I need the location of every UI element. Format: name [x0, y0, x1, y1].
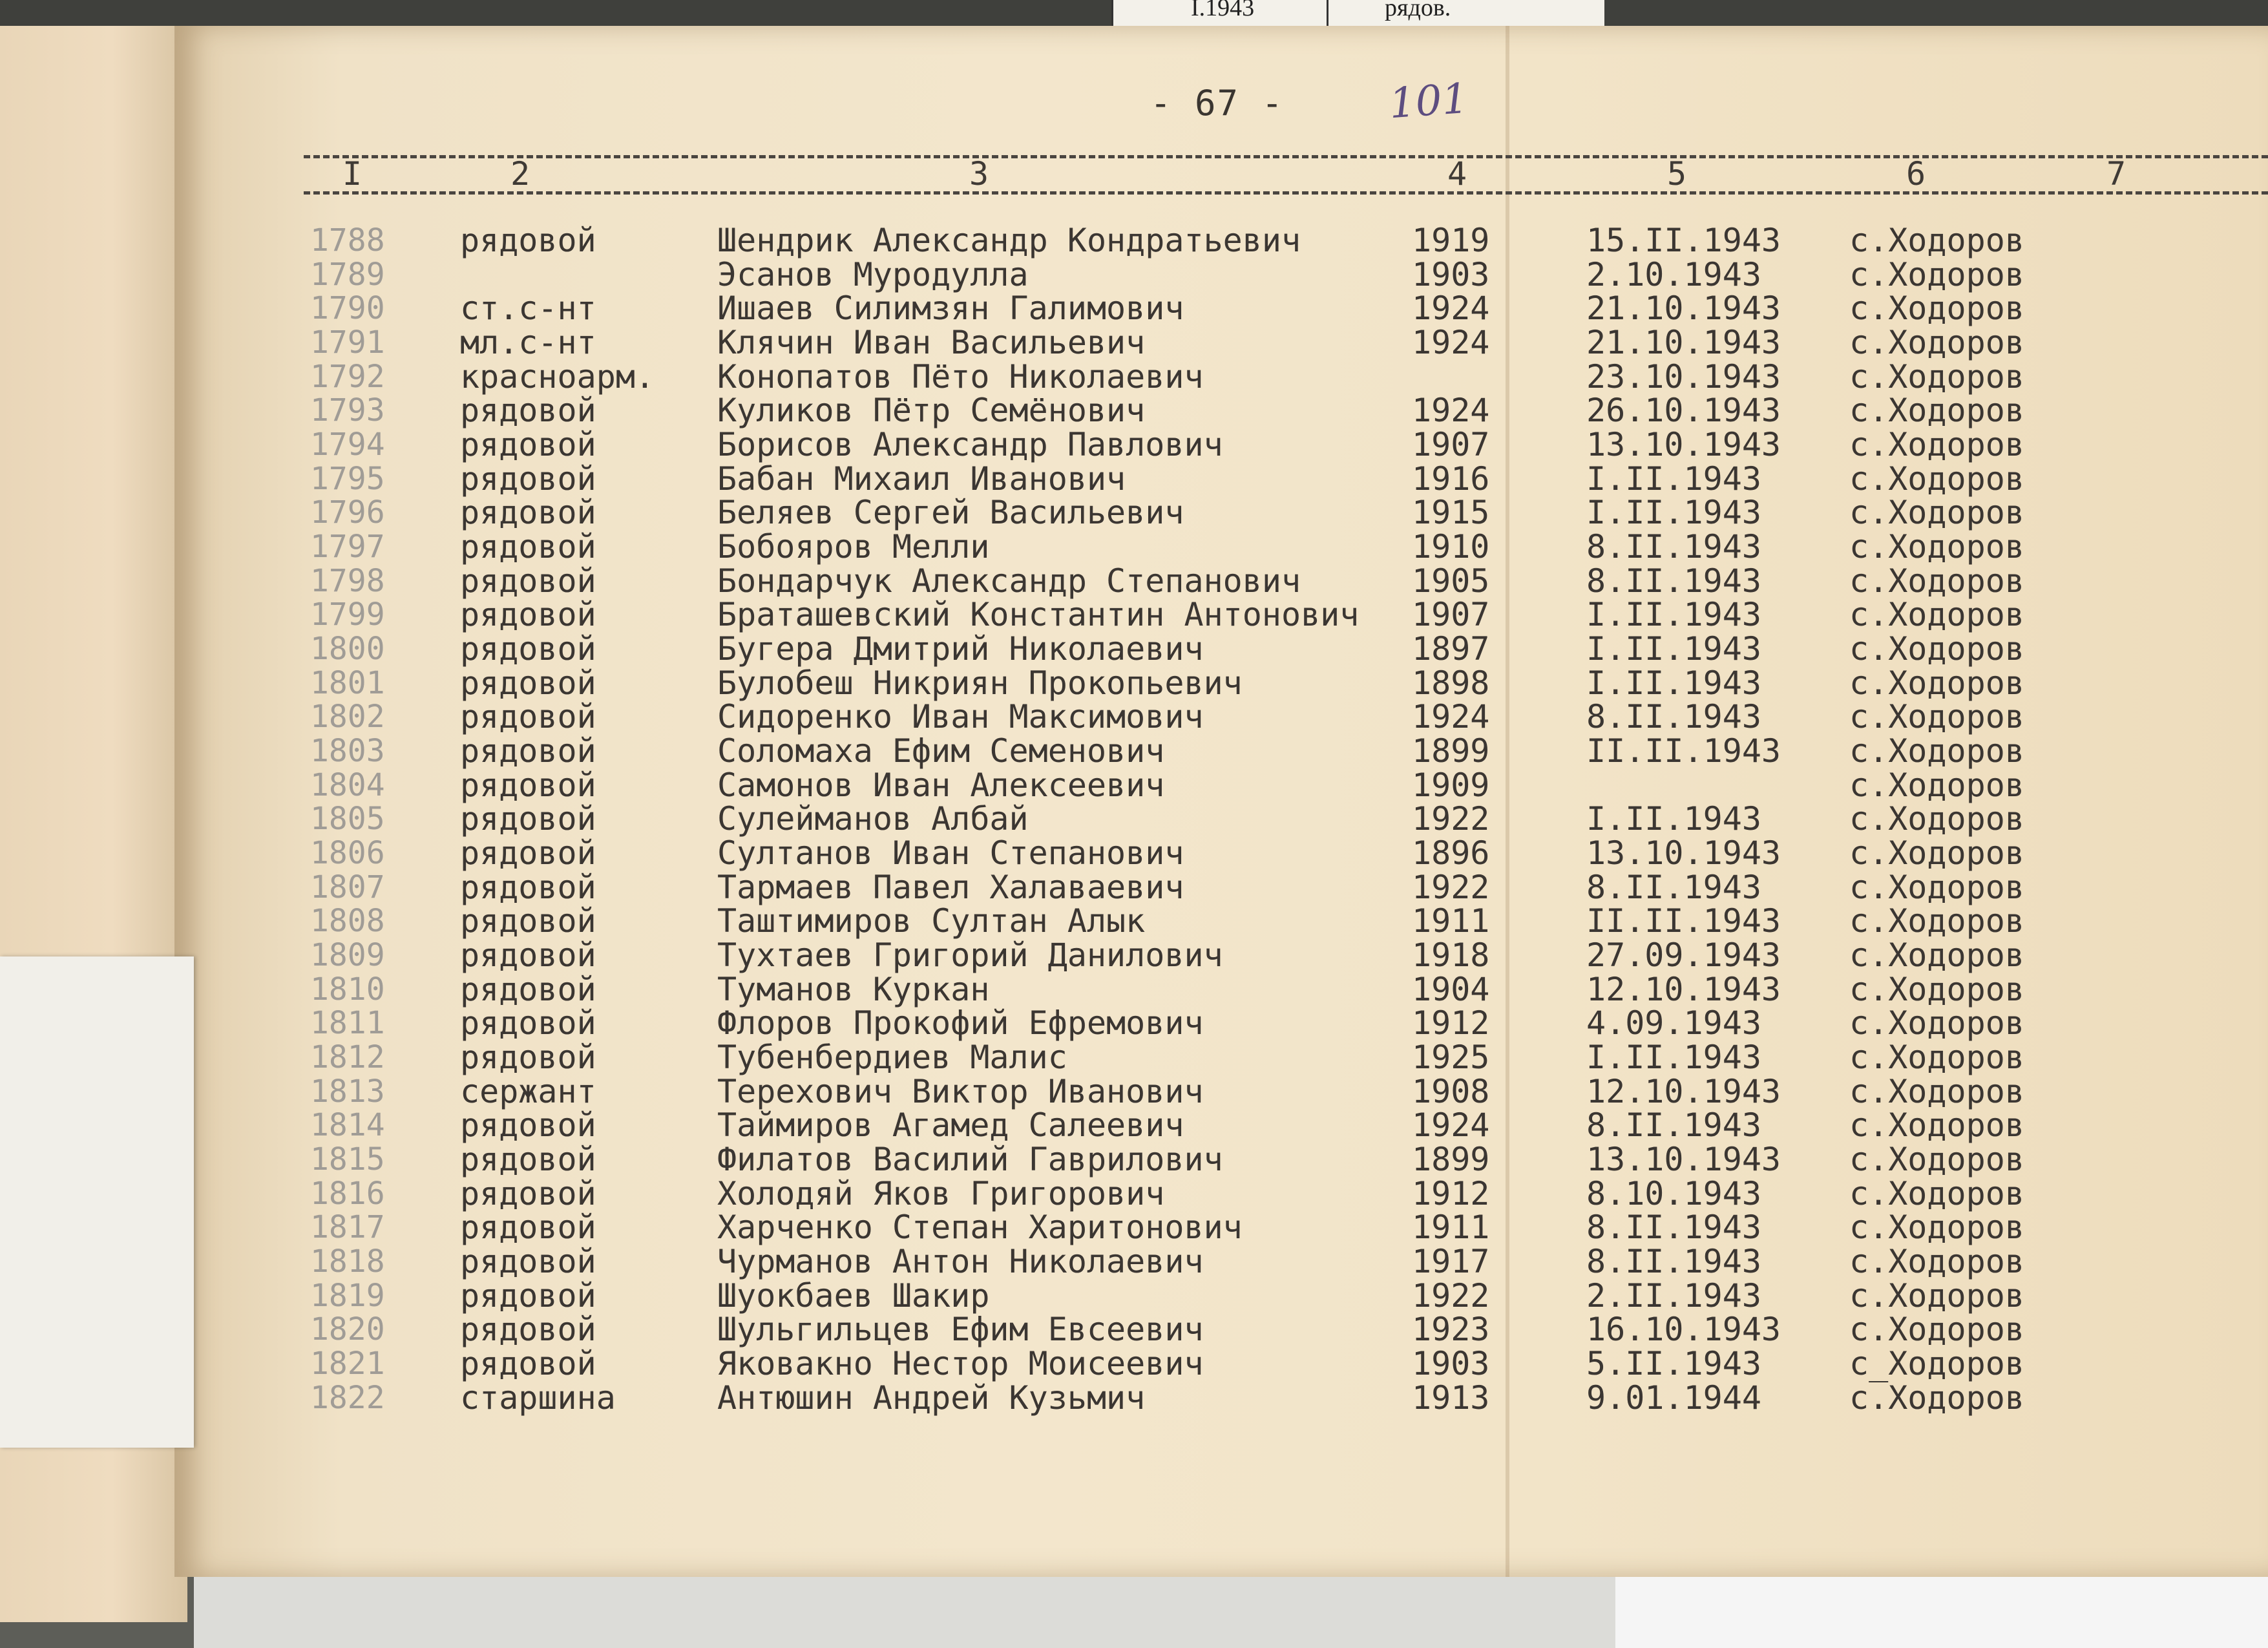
- row-burial-place: с.Ходоров: [1849, 971, 2024, 1008]
- row-number: 1801: [310, 665, 385, 701]
- table-row: [0, 324, 2268, 361]
- row-number: 1793: [310, 392, 385, 428]
- row-name: Яковакно Нестор Моисеевич: [717, 1345, 1204, 1382]
- row-birth-year: 1924: [1412, 698, 1490, 735]
- row-birth-year: 1924: [1412, 392, 1490, 429]
- row-name: Харченко Степан Харитонович: [717, 1209, 1243, 1246]
- row-name: Бугера Дмитрий Николаевич: [717, 630, 1204, 668]
- row-death-date: 21.10.1943: [1586, 290, 1781, 327]
- table-row: [0, 631, 2268, 667]
- row-birth-year: 1912: [1412, 1004, 1490, 1042]
- row-name: Конопатов Пёто Николаевич: [717, 358, 1204, 396]
- row-number: 1796: [310, 494, 385, 531]
- table-row: [0, 494, 2268, 531]
- column-header-7: 7: [2106, 155, 2126, 193]
- table-row: [0, 1311, 2268, 1347]
- row-rank: рядовой: [460, 1039, 596, 1076]
- row-name: Флоров Прокофий Ефремович: [717, 1004, 1204, 1042]
- table-row: [0, 971, 2268, 1008]
- row-death-date: 8.II.1943: [1586, 698, 1761, 735]
- row-birth-year: 1897: [1412, 630, 1490, 668]
- row-burial-place: с_Ходоров: [1849, 1345, 2024, 1382]
- row-rank: рядовой: [460, 936, 596, 974]
- row-name: Сулейманов Албай: [717, 800, 1029, 838]
- row-death-date: I.II.1943: [1586, 630, 1761, 668]
- row-burial-place: с.Ходоров: [1849, 358, 2024, 396]
- row-name: Тубенбердиев Малис: [717, 1039, 1067, 1076]
- row-death-date: 13.10.1943: [1586, 834, 1781, 872]
- row-birth-year: 1903: [1412, 1345, 1490, 1382]
- row-name: Самонов Иван Алексеевич: [717, 766, 1165, 804]
- row-number: 1800: [310, 631, 385, 667]
- row-burial-place: с.Ходоров: [1849, 494, 2024, 531]
- row-rank: рядовой: [460, 1277, 596, 1315]
- row-number: 1820: [310, 1311, 385, 1347]
- table-row: [0, 699, 2268, 735]
- row-number: 1811: [310, 1005, 385, 1041]
- table-row: [0, 461, 2268, 497]
- row-name: Куликов Пётр Семёнович: [717, 392, 1146, 429]
- row-rank: рядовой: [460, 698, 596, 735]
- row-number: 1806: [310, 835, 385, 871]
- row-birth-year: 1922: [1412, 800, 1490, 838]
- row-death-date: 13.10.1943: [1586, 1141, 1781, 1178]
- row-birth-year: 1915: [1412, 494, 1490, 531]
- row-burial-place: с.Ходоров: [1849, 1379, 2024, 1417]
- row-number: 1797: [310, 529, 385, 565]
- table-row: [0, 1346, 2268, 1382]
- row-birth-year: 1899: [1412, 1141, 1490, 1178]
- row-name: Филатов Василий Гаврилович: [717, 1141, 1223, 1178]
- table-row: [0, 1141, 2268, 1178]
- row-rank: рядовой: [460, 460, 596, 498]
- row-rank: мл.с-нт: [460, 324, 596, 361]
- row-number: 1817: [310, 1209, 385, 1245]
- row-death-date: 12.10.1943: [1586, 971, 1781, 1008]
- row-name: Ишаев Силимзян Галимович: [717, 290, 1184, 327]
- row-number: 1792: [310, 359, 385, 395]
- table-row: [0, 1039, 2268, 1075]
- row-name: Туманов Куркан: [717, 971, 990, 1008]
- row-number: 1808: [310, 903, 385, 939]
- row-name: Соломаха Ефим Семенович: [717, 732, 1165, 770]
- row-rank: рядовой: [460, 596, 596, 633]
- table-row: [0, 665, 2268, 701]
- table-row: [0, 1005, 2268, 1041]
- row-number: 1816: [310, 1176, 385, 1212]
- row-name: Бондарчук Александр Степанович: [717, 562, 1301, 600]
- row-burial-place: с.Ходоров: [1849, 256, 2024, 293]
- row-death-date: 23.10.1943: [1586, 358, 1781, 396]
- row-rank: рядовой: [460, 494, 596, 531]
- row-name: Холодяй Яков Григорович: [717, 1175, 1165, 1212]
- row-name: Бобояров Мелли: [717, 528, 990, 565]
- row-name: Борисов Александр Павлович: [717, 426, 1223, 463]
- row-birth-year: 1899: [1412, 732, 1490, 770]
- row-burial-place: с.Ходоров: [1849, 562, 2024, 600]
- row-rank: рядовой: [460, 664, 596, 702]
- row-name: Шульгильцев Ефим Евсеевич: [717, 1311, 1204, 1348]
- table-row: [0, 767, 2268, 803]
- row-burial-place: с.Ходоров: [1849, 596, 2024, 633]
- row-death-date: II.II.1943: [1586, 902, 1781, 940]
- row-birth-year: 1919: [1412, 222, 1490, 259]
- row-birth-year: 1898: [1412, 664, 1490, 702]
- table-row: [0, 222, 2268, 259]
- row-burial-place: с.Ходоров: [1849, 1141, 2024, 1178]
- row-rank: рядовой: [460, 222, 596, 259]
- underlying-date-cell: I.1943: [1191, 0, 1255, 21]
- row-birth-year: 1912: [1412, 1175, 1490, 1212]
- row-rank: рядовой: [460, 766, 596, 804]
- row-death-date: 9.01.1944: [1586, 1379, 1761, 1417]
- table-row: [0, 1209, 2268, 1245]
- row-name: Чурманов Антон Николаевич: [717, 1243, 1204, 1280]
- row-death-date: I.II.1943: [1586, 800, 1761, 838]
- row-death-date: 2.10.1943: [1586, 256, 1761, 293]
- row-number: 1805: [310, 801, 385, 837]
- row-death-date: II.II.1943: [1586, 732, 1781, 770]
- row-number: 1799: [310, 597, 385, 633]
- table-row: [0, 1380, 2268, 1416]
- table-row: [0, 359, 2268, 395]
- table-row: [0, 290, 2268, 326]
- row-number: 1794: [310, 427, 385, 463]
- row-rank: сержант: [460, 1073, 596, 1110]
- table-row: [0, 257, 2268, 293]
- row-death-date: 8.II.1943: [1586, 562, 1761, 600]
- underlying-rank-cell: рядов.: [1385, 0, 1451, 21]
- row-burial-place: с.Ходоров: [1849, 732, 2024, 770]
- row-burial-place: с.Ходоров: [1849, 766, 2024, 804]
- row-birth-year: 1924: [1412, 324, 1490, 361]
- row-rank: рядовой: [460, 1311, 596, 1348]
- row-number: 1813: [310, 1073, 385, 1110]
- column-header-5: 5: [1667, 155, 1687, 193]
- row-burial-place: с.Ходоров: [1849, 1311, 2024, 1348]
- row-death-date: 8.II.1943: [1586, 1106, 1761, 1144]
- row-burial-place: с.Ходоров: [1849, 664, 2024, 702]
- row-burial-place: с.Ходоров: [1849, 869, 2024, 906]
- row-burial-place: с.Ходоров: [1849, 324, 2024, 361]
- row-burial-place: с.Ходоров: [1849, 392, 2024, 429]
- row-rank: ст.с-нт: [460, 290, 596, 327]
- row-name: Тухтаев Григорий Данилович: [717, 936, 1223, 974]
- row-death-date: 2.II.1943: [1586, 1277, 1761, 1315]
- row-death-date: I.II.1943: [1586, 460, 1761, 498]
- row-burial-place: с.Ходоров: [1849, 290, 2024, 327]
- row-name: Тармаев Павел Халаваевич: [717, 869, 1184, 906]
- column-header-2: 2: [510, 155, 530, 193]
- row-death-date: 26.10.1943: [1586, 392, 1781, 429]
- row-rank: рядовой: [460, 732, 596, 770]
- row-death-date: 8.10.1943: [1586, 1175, 1761, 1212]
- table-row: [0, 733, 2268, 769]
- row-name: Эсанов Муродулла: [717, 256, 1029, 293]
- row-birth-year: 1905: [1412, 562, 1490, 600]
- header-dashed-line-top: [304, 155, 2268, 158]
- row-birth-year: 1924: [1412, 290, 1490, 327]
- row-death-date: I.II.1943: [1586, 664, 1761, 702]
- row-burial-place: с.Ходоров: [1849, 1106, 2024, 1144]
- row-death-date: 8.II.1943: [1586, 528, 1761, 565]
- row-rank: рядовой: [460, 528, 596, 565]
- row-death-date: 8.II.1943: [1586, 1243, 1761, 1280]
- row-burial-place: с.Ходоров: [1849, 1209, 2024, 1246]
- row-name: Беляев Сергей Васильевич: [717, 494, 1184, 531]
- row-number: 1812: [310, 1039, 385, 1075]
- row-rank: рядовой: [460, 1209, 596, 1246]
- row-death-date: 5.II.1943: [1586, 1345, 1761, 1382]
- row-burial-place: с.Ходоров: [1849, 936, 2024, 974]
- column-header-6: 6: [1906, 155, 1926, 193]
- table-row: [0, 1243, 2268, 1280]
- table-row: [0, 1278, 2268, 1314]
- row-rank: рядовой: [460, 1243, 596, 1280]
- row-rank: рядовой: [460, 630, 596, 668]
- column-header-4: 4: [1447, 155, 1467, 193]
- row-birth-year: 1911: [1412, 902, 1490, 940]
- row-death-date: I.II.1943: [1586, 494, 1761, 531]
- table-row: [0, 869, 2268, 905]
- row-birth-year: 1911: [1412, 1209, 1490, 1246]
- row-birth-year: 1922: [1412, 1277, 1490, 1315]
- row-death-date: I.II.1943: [1586, 1039, 1761, 1076]
- table-row: [0, 529, 2268, 565]
- row-number: 1809: [310, 937, 385, 973]
- row-number: 1807: [310, 869, 385, 905]
- row-burial-place: с.Ходоров: [1849, 1073, 2024, 1110]
- row-number: 1819: [310, 1278, 385, 1314]
- table-row: [0, 1107, 2268, 1143]
- table-row: [0, 801, 2268, 837]
- row-number: 1789: [310, 257, 385, 293]
- row-rank: рядовой: [460, 1141, 596, 1178]
- header-dashed-line-bottom: [304, 191, 2268, 195]
- page-bottom-area: [194, 1577, 2268, 1648]
- row-rank: рядовой: [460, 562, 596, 600]
- row-number: 1795: [310, 461, 385, 497]
- row-birth-year: 1903: [1412, 256, 1490, 293]
- row-number: 1814: [310, 1107, 385, 1143]
- row-name: Сидоренко Иван Максимович: [717, 698, 1204, 735]
- row-burial-place: с.Ходоров: [1849, 698, 2024, 735]
- row-number: 1803: [310, 733, 385, 769]
- white-paper-corner: [1615, 1577, 2268, 1648]
- row-death-date: 13.10.1943: [1586, 426, 1781, 463]
- row-rank: рядовой: [460, 902, 596, 940]
- row-burial-place: с.Ходоров: [1849, 1277, 2024, 1315]
- column-header-3: 3: [969, 155, 989, 193]
- row-rank: рядовой: [460, 869, 596, 906]
- table-row: [0, 597, 2268, 633]
- row-number: 1821: [310, 1346, 385, 1382]
- row-rank: рядовой: [460, 1004, 596, 1042]
- table-row: [0, 835, 2268, 871]
- table-row: [0, 427, 2268, 463]
- table-row: [0, 903, 2268, 939]
- row-name: Султанов Иван Степанович: [717, 834, 1184, 872]
- row-death-date: 4.09.1943: [1586, 1004, 1761, 1042]
- row-name: Антюшин Андрей Кузьмич: [717, 1379, 1146, 1417]
- row-rank: рядовой: [460, 426, 596, 463]
- row-name: Шендрик Александр Кондратьевич: [717, 222, 1301, 259]
- row-burial-place: с.Ходоров: [1849, 426, 2024, 463]
- table-row: [0, 392, 2268, 428]
- row-birth-year: 1922: [1412, 869, 1490, 906]
- row-birth-year: 1907: [1412, 426, 1490, 463]
- row-burial-place: с.Ходоров: [1849, 800, 2024, 838]
- row-birth-year: 1925: [1412, 1039, 1490, 1076]
- row-name: Терехович Виктор Иванович: [717, 1073, 1204, 1110]
- row-death-date: 8.II.1943: [1586, 869, 1761, 906]
- table-row: [0, 1176, 2268, 1212]
- row-death-date: 8.II.1943: [1586, 1209, 1761, 1246]
- row-rank: рядовой: [460, 1175, 596, 1212]
- row-burial-place: с.Ходоров: [1849, 1039, 2024, 1076]
- row-death-date: I.II.1943: [1586, 596, 1761, 633]
- row-name: Таймиров Агамед Салеевич: [717, 1106, 1184, 1144]
- row-rank: рядовой: [460, 1345, 596, 1382]
- row-number: 1818: [310, 1243, 385, 1280]
- row-number: 1788: [310, 222, 385, 259]
- row-birth-year: 1916: [1412, 460, 1490, 498]
- row-rank: красноарм.: [460, 358, 655, 396]
- row-name: Клячин Иван Васильевич: [717, 324, 1146, 361]
- row-number: 1810: [310, 971, 385, 1008]
- row-number: 1815: [310, 1141, 385, 1178]
- row-name: Таштимиров Султан Алык: [717, 902, 1146, 940]
- row-number: 1822: [310, 1380, 385, 1416]
- row-name: Шуокбаев Шакир: [717, 1277, 990, 1315]
- row-birth-year: 1918: [1412, 936, 1490, 974]
- row-burial-place: с.Ходоров: [1849, 834, 2024, 872]
- row-burial-place: с.Ходоров: [1849, 1243, 2024, 1280]
- row-birth-year: 1924: [1412, 1106, 1490, 1144]
- row-birth-year: 1910: [1412, 528, 1490, 565]
- row-birth-year: 1913: [1412, 1379, 1490, 1417]
- row-rank: старшина: [460, 1379, 616, 1417]
- row-rank: рядовой: [460, 1106, 596, 1144]
- row-death-date: 16.10.1943: [1586, 1311, 1781, 1348]
- row-burial-place: с.Ходоров: [1849, 1175, 2024, 1212]
- row-burial-place: с.Ходоров: [1849, 222, 2024, 259]
- row-name: Бабан Михаил Иванович: [717, 460, 1126, 498]
- row-death-date: 27.09.1943: [1586, 936, 1781, 974]
- row-birth-year: 1923: [1412, 1311, 1490, 1348]
- row-rank: рядовой: [460, 971, 596, 1008]
- row-birth-year: 1904: [1412, 971, 1490, 1008]
- row-burial-place: с.Ходоров: [1849, 460, 2024, 498]
- row-rank: рядовой: [460, 834, 596, 872]
- table-row: [0, 1073, 2268, 1110]
- row-birth-year: 1917: [1412, 1243, 1490, 1280]
- row-burial-place: с.Ходоров: [1849, 902, 2024, 940]
- row-number: 1791: [310, 324, 385, 361]
- row-name: Браташевский Константин Антонович: [717, 596, 1360, 633]
- table-row: [0, 937, 2268, 973]
- row-burial-place: с.Ходоров: [1849, 528, 2024, 565]
- row-number: 1804: [310, 767, 385, 803]
- row-death-date: 15.II.1943: [1586, 222, 1781, 259]
- row-name: Булобеш Никриян Прокопьевич: [717, 664, 1243, 702]
- page-number: - 67 -: [1150, 83, 1285, 123]
- row-number: 1802: [310, 699, 385, 735]
- row-birth-year: 1896: [1412, 834, 1490, 872]
- row-number: 1798: [310, 563, 385, 599]
- row-birth-year: 1909: [1412, 766, 1490, 804]
- row-birth-year: 1908: [1412, 1073, 1490, 1110]
- row-birth-year: 1907: [1412, 596, 1490, 633]
- row-rank: рядовой: [460, 800, 596, 838]
- row-death-date: 21.10.1943: [1586, 324, 1781, 361]
- table-row: [0, 563, 2268, 599]
- column-header-1: I: [342, 155, 362, 193]
- row-rank: рядовой: [460, 392, 596, 429]
- row-number: 1790: [310, 290, 385, 326]
- row-death-date: 12.10.1943: [1586, 1073, 1781, 1110]
- archive-handwritten-number: 101: [1387, 74, 1470, 129]
- row-burial-place: с.Ходоров: [1849, 1004, 2024, 1042]
- row-burial-place: с.Ходоров: [1849, 630, 2024, 668]
